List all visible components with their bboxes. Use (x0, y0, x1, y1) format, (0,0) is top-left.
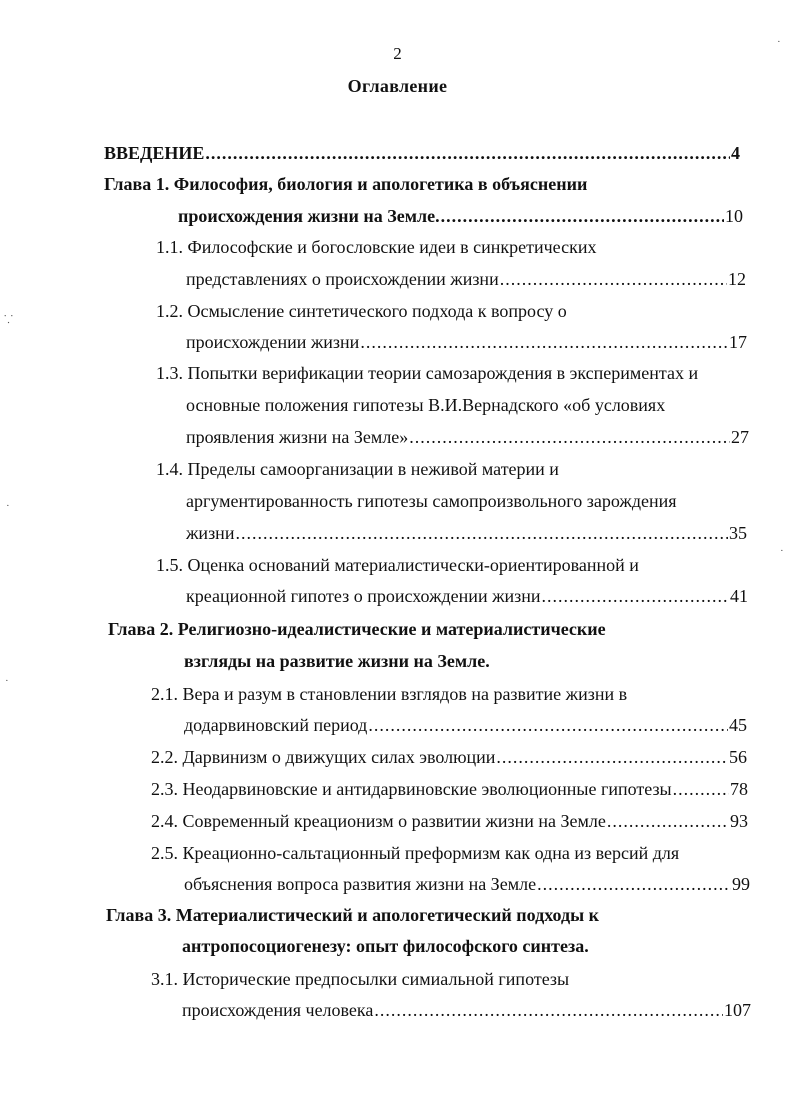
dot-leader (542, 585, 729, 607)
toc-entry-page: 10 (725, 206, 743, 226)
page-number: 2 (393, 44, 402, 63)
toc-entry-page: 107 (724, 1000, 751, 1020)
toc-entry-label: креационной гипотез о происхождении жизни (186, 586, 541, 606)
toc-section-2-2[interactable] (151, 746, 747, 768)
toc-entry-page: 78 (730, 779, 748, 799)
toc-entry-label: проявления жизни на Земле» (186, 427, 409, 447)
toc-section-1-5[interactable] (186, 585, 748, 607)
toc-entry-label: происхождения жизни на Земле. (178, 206, 440, 226)
toc-entry-label: додарвиновский период (184, 715, 368, 735)
dot-leader (360, 331, 728, 353)
toc-section-1-3-line2[interactable]: основные положения гипотезы В.И.Вернадского «об условиях (186, 395, 666, 415)
toc-chapter-2-line2[interactable]: взгляды на развитие жизни на Земле. (184, 651, 490, 671)
toc-entry-label: ВВЕДЕНИЕ (104, 143, 205, 163)
dot-leader (496, 746, 728, 768)
toc-entry-page: 93 (730, 811, 748, 831)
toc-chapter-1[interactable] (178, 205, 743, 227)
toc-chapter-1-line1[interactable]: Глава 1. Философия, биология и апологетика в объяснении (104, 174, 588, 194)
dot-leader (368, 714, 728, 736)
toc-section-1-4[interactable] (186, 522, 747, 544)
toc-section-1-3-line1[interactable]: 1.3. Попытки верификации теории самозарождения в экспериментах и (156, 363, 699, 383)
scan-speck: · (777, 36, 781, 48)
toc-entry-page: 12 (728, 269, 746, 289)
toc-entry-page: 41 (730, 586, 748, 606)
toc-entry-page: 56 (729, 747, 747, 767)
toc-section-2-3[interactable] (151, 778, 748, 800)
toc-section-3-1[interactable] (182, 999, 751, 1021)
toc-entry-label: 2.4. Современный креационизм о развитии жизни на Земле (151, 811, 606, 831)
toc-chapter-2-line1[interactable]: Глава 2. Религиозно-идеалистические и материалистические (108, 619, 606, 639)
toc-section-2-5-line1[interactable]: 2.5. Креационно-сальтационный преформизм как одна из версий для (151, 843, 680, 863)
toc-entry-page: 4 (731, 143, 740, 163)
toc-entry-page: 45 (729, 715, 747, 735)
toc-section-1-2[interactable] (186, 331, 747, 353)
toc-section-2-1[interactable] (184, 714, 747, 736)
toc-chapter-3-line1[interactable]: Глава 3. Материалистический и апологетический подходы к (106, 905, 600, 925)
toc-section-1-1-line1[interactable]: 1.1. Философские и богословские идеи в синкретических (156, 237, 597, 257)
toc-entry-page: 35 (729, 523, 747, 543)
dot-leader (235, 522, 728, 544)
toc-section-1-2-line1[interactable]: 1.2. Осмысление синтетического подхода к вопросу о (156, 301, 567, 321)
scan-speck: ⸪ (4, 314, 14, 326)
toc-section-2-4[interactable] (151, 810, 748, 832)
toc-section-2-5[interactable] (184, 873, 750, 895)
toc-title: Оглавление (347, 76, 448, 96)
toc-entry-label: жизни (186, 523, 235, 543)
toc-entry-label: объяснения вопроса развития жизни на Земле (184, 874, 537, 894)
toc-entry-label: происхождении жизни (186, 332, 360, 352)
toc-section-1-5-line1[interactable]: 1.5. Оценка оснований материалистически-ориентированной и (156, 555, 639, 575)
scan-speck: · (5, 675, 9, 687)
dot-leader (673, 778, 729, 800)
toc-section-1-1[interactable] (186, 268, 746, 290)
toc-entry-label: 2.3. Неодарвиновские и антидарвиновские эволюционные гипотезы (151, 779, 672, 799)
toc-section-1-4-line2[interactable]: аргументированность гипотезы самопроизвольного зарождения (186, 491, 677, 511)
dot-leader (607, 810, 729, 832)
toc-entry-intro[interactable] (104, 142, 740, 164)
dot-leader (441, 205, 724, 227)
toc-chapter-3-line2[interactable]: антропосоциогенезу: опыт философского синтеза. (182, 936, 589, 956)
toc-entry-label: происхождения человека (182, 1000, 374, 1020)
toc-section-2-1-line1[interactable]: 2.1. Вера и разум в становлении взглядов на развитие жизни в (151, 684, 628, 704)
toc-entry-page: 27 (731, 427, 749, 447)
toc-section-1-3[interactable] (186, 426, 749, 448)
toc-section-3-1-line1[interactable]: 3.1. Исторические предпосылки симиальной гипотезы (151, 969, 570, 989)
dot-leader (500, 268, 727, 290)
dot-leader (409, 426, 730, 448)
dot-leader (374, 999, 723, 1021)
toc-entry-page: 17 (729, 332, 747, 352)
toc-entry-label: представлениях о происхождении жизни (186, 269, 499, 289)
toc-entry-label: 2.2. Дарвинизм о движущих силах эволюции (151, 747, 496, 767)
toc-entry-page: 99 (732, 874, 750, 894)
dot-leader (537, 873, 731, 895)
dot-leader (205, 142, 730, 164)
scan-speck: · (780, 545, 784, 557)
toc-section-1-4-line1[interactable]: 1.4. Пределы самоорганизации в неживой материи и (156, 459, 559, 479)
scan-speck: · (6, 500, 10, 512)
